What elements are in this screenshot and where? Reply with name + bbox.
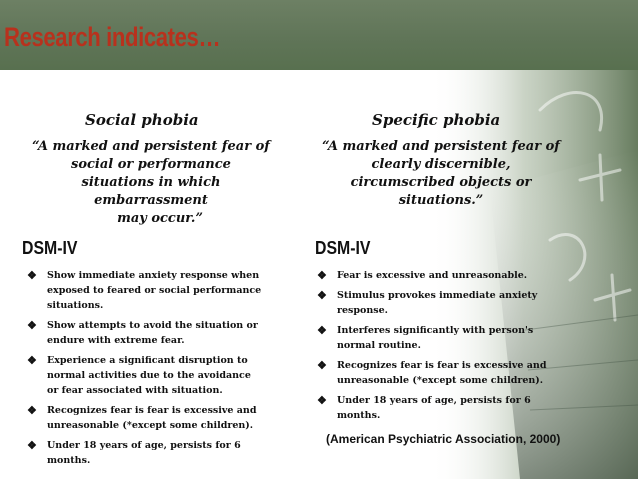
diamond-bullet-icon: ❖ (317, 324, 327, 337)
social-phobia-heading: Social phobia (85, 111, 199, 129)
diamond-bullet-icon: ❖ (317, 269, 327, 282)
diamond-bullet-icon: ❖ (317, 394, 327, 407)
list-item: ❖ Under 18 years of age, persists for 6 months. (317, 394, 531, 421)
list-item: ❖ Recognizes fear is fear is excessive and unreasonable (*except some children). (27, 404, 257, 431)
list-item: ❖ Under 18 years of age, persists for 6 months. (27, 439, 241, 466)
list-item: ❖ Show immediate anxiety response when exposed to feared or social performance situations. (27, 269, 262, 311)
quote-line: situations in which (81, 175, 221, 190)
specific-phobia-heading: Specific phobia (372, 111, 501, 129)
list-item: ❖ Stimulus provokes immediate anxiety response. (317, 289, 538, 316)
list-item: ❖ Show attempts to avoid the situation or endure with extreme fear. (27, 319, 258, 346)
specific-phobia-quote (310, 138, 572, 210)
diamond-bullet-icon: ❖ (317, 359, 327, 372)
quote-line: “A marked and persistent fear of (32, 139, 270, 154)
list-item: ❖ Fear is excessive and unreasonable. (317, 269, 528, 282)
diamond-bullet-icon: ❖ (27, 404, 37, 417)
social-phobia-criteria-list (27, 268, 287, 473)
list-item: ❖ Recognizes fear is fear is excessive and unreasonable (*except some children). (317, 359, 547, 386)
list-item: ❖ Interferes significantly with person's normal routine. (317, 324, 534, 351)
dsm-iv-label: DSM-IV (22, 238, 78, 258)
quote-line: “A marked and persistent fear of (322, 139, 560, 154)
diamond-bullet-icon: ❖ (27, 354, 37, 367)
quote-line: embarrassment (94, 193, 208, 208)
diamond-bullet-icon: ❖ (27, 319, 37, 332)
quote-line: social or performance (71, 157, 231, 172)
quote-line: may occur.” (117, 211, 203, 226)
specific-phobia-criteria-list (317, 268, 587, 428)
quote-line: situations.” (398, 193, 484, 208)
slide-title: Research indicates… (4, 22, 221, 52)
diamond-bullet-icon: ❖ (27, 269, 37, 282)
quote-line: clearly discernible, (371, 157, 511, 172)
quote-line: circumscribed objects or (350, 175, 532, 190)
diamond-bullet-icon: ❖ (317, 289, 327, 302)
diamond-bullet-icon: ❖ (27, 439, 37, 452)
dsm-iv-label: DSM-IV (315, 238, 371, 258)
social-phobia-quote (20, 138, 282, 228)
list-item: ❖ Experience a significant disruption to normal activities due to the avoidance or fear associated with situation. (27, 354, 251, 396)
citation: (American Psychiatric Association, 2000) (326, 432, 561, 446)
